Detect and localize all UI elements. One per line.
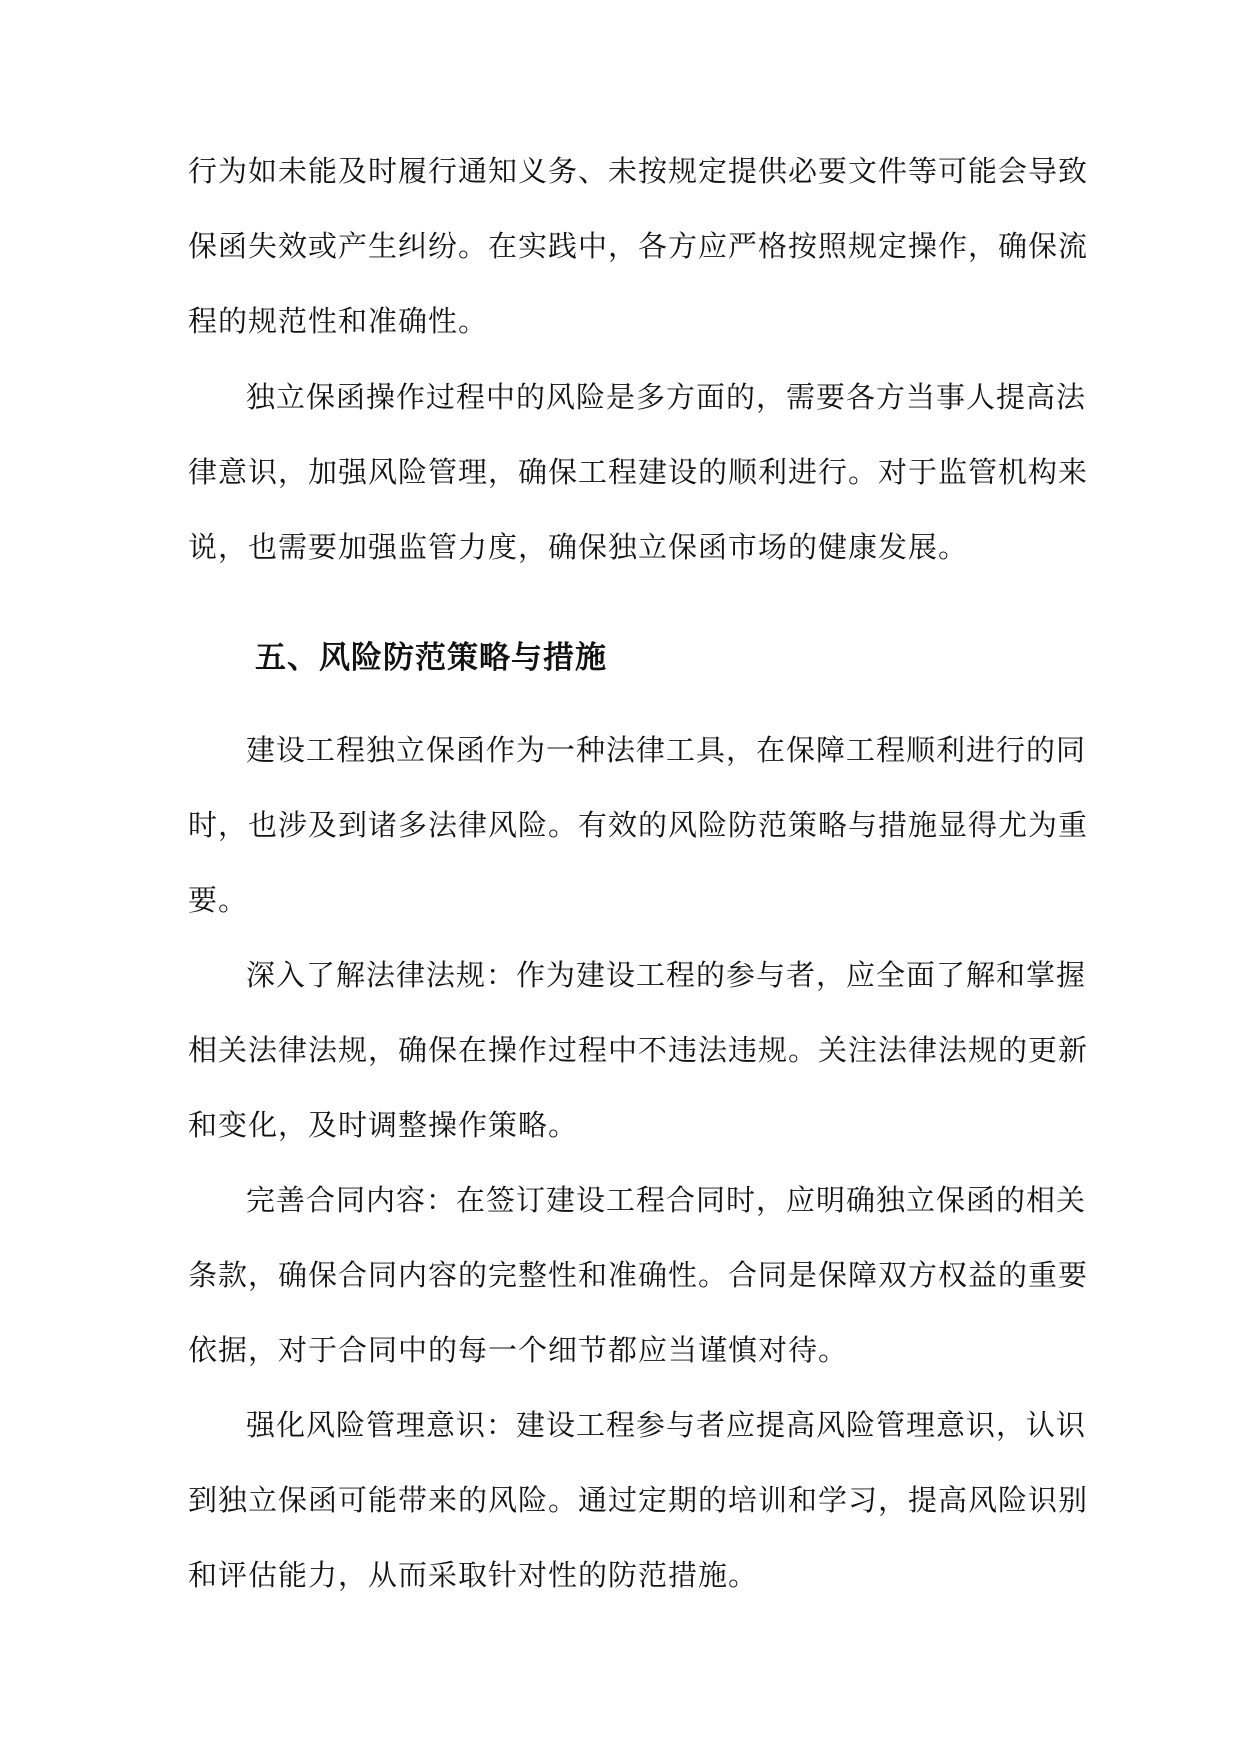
- text-line: 保函失效或产生纠纷。在实践中，各方应严格按照规定操作，确保流: [188, 229, 1089, 263]
- text-line: 完善合同内容：在签订建设工程合同时，应明确独立保函的相关: [246, 1183, 1087, 1217]
- text-line: 独立保函操作过程中的风险是多方面的，需要各方当事人提高法: [246, 380, 1087, 414]
- text-line: 和变化，及时调整操作策略。: [188, 1108, 579, 1142]
- text-line: 到独立保函可能带来的风险。通过定期的培训和学习，提高风险识别: [188, 1483, 1089, 1517]
- text-line: 和评估能力，从而采取针对性的防范措施。: [188, 1558, 759, 1592]
- text-line: 时，也涉及到诸多法律风险。有效的风险防范策略与措施显得尤为重: [188, 808, 1089, 842]
- paragraph-risk-summary: [188, 360, 1089, 585]
- text-line: 相关法律法规，确保在操作过程中不违法违规。关注法律法规的更新: [188, 1033, 1089, 1067]
- text-line: 行为如未能及时履行通知义务、未按规定提供必要文件等可能会导致: [188, 154, 1089, 188]
- text-line: 建设工程独立保函作为一种法律工具，在保障工程顺利进行的同: [246, 733, 1087, 767]
- text-line: 律意识，加强风险管理，确保工程建设的顺利进行。对于监管机构来: [188, 455, 1089, 489]
- text-line: 说，也需要加强监管力度，确保独立保函市场的健康发展。: [188, 530, 969, 564]
- text-line: 程的规范性和准确性。: [188, 304, 489, 338]
- section-heading: 五、风险防范策略与措施: [255, 640, 607, 676]
- text-line: 要。: [188, 883, 249, 917]
- paragraph-contract: [188, 1163, 1089, 1388]
- text-line: 依据，对于合同中的每一个细节都应当谨慎对待。: [188, 1333, 849, 1367]
- text-line: 强化风险管理意识：建设工程参与者应提高风险管理意识，认识: [246, 1408, 1087, 1442]
- paragraph-laws: [188, 938, 1089, 1163]
- text-line: 深入了解法律法规：作为建设工程的参与者，应全面了解和掌握: [246, 958, 1087, 992]
- paragraph-intro: [188, 713, 1089, 938]
- paragraph-continuation: [188, 134, 1089, 359]
- paragraph-risk-awareness: [188, 1388, 1089, 1613]
- text-line: 条款，确保合同内容的完整性和准确性。合同是保障双方权益的重要: [188, 1258, 1089, 1292]
